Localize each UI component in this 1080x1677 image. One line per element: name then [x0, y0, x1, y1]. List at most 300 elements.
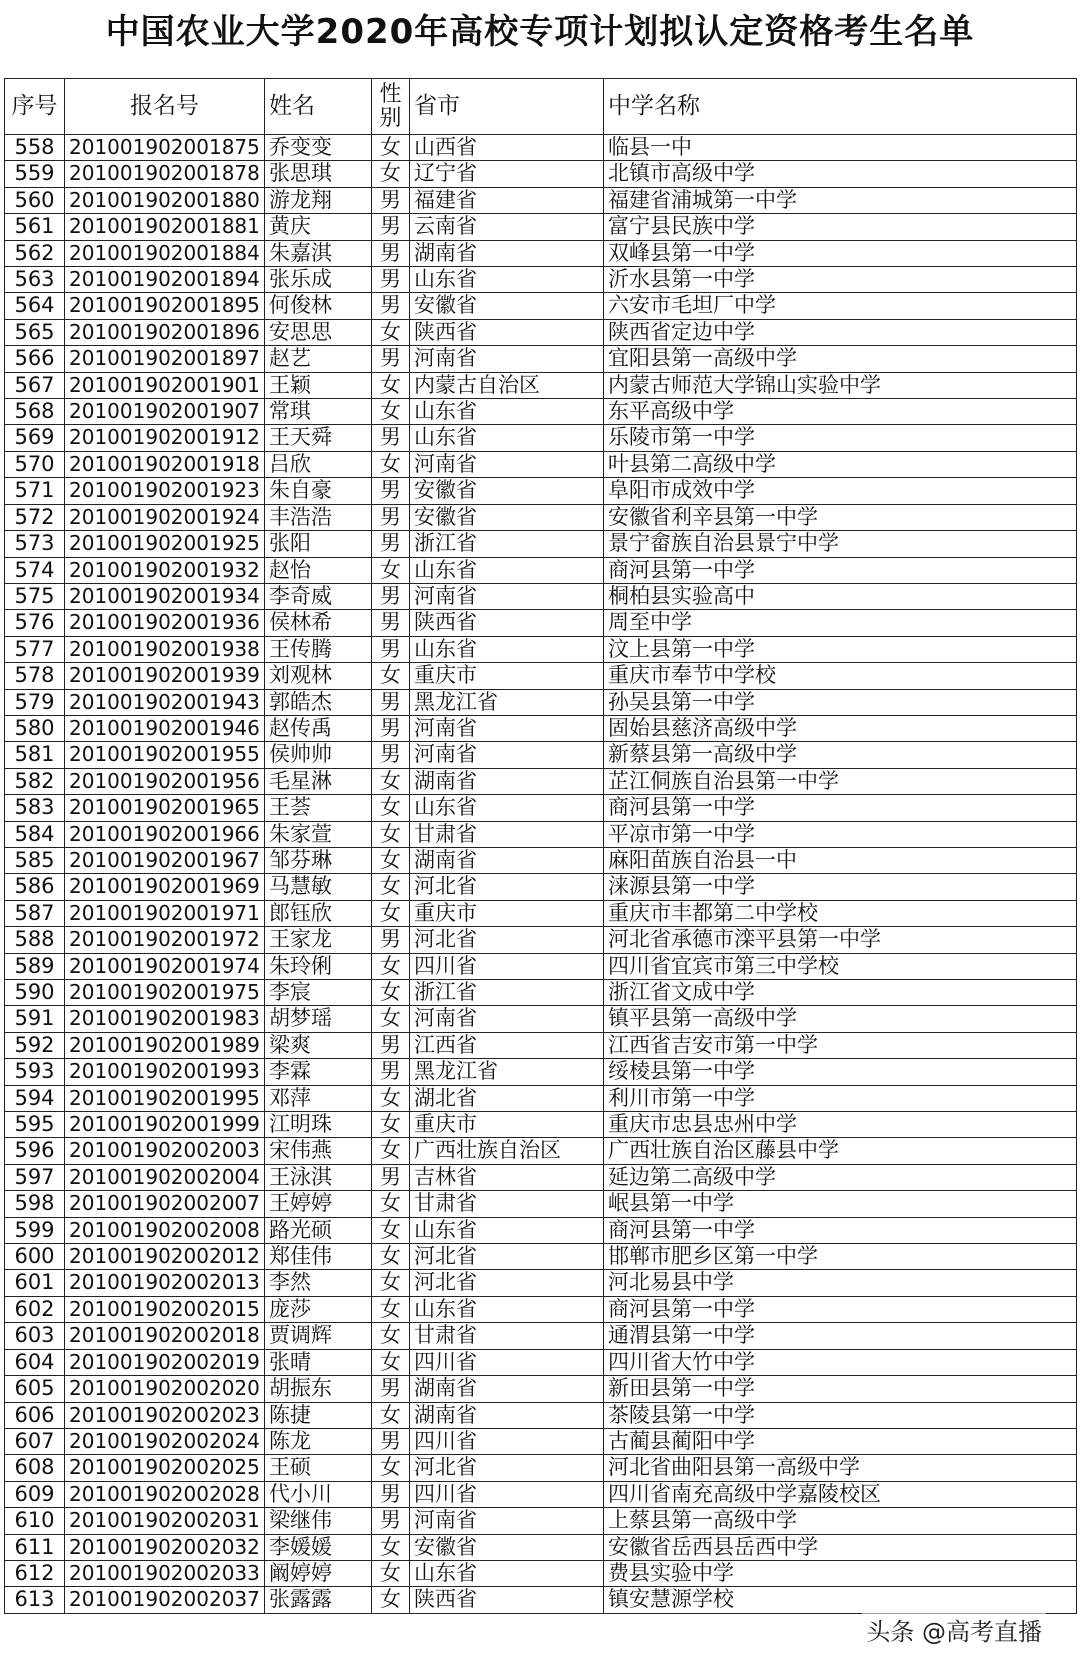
cell-school: 陕西省定边中学 — [604, 319, 1077, 345]
cell-province: 河北省 — [410, 874, 604, 900]
table-row — [5, 267, 1077, 293]
cell-registration-number: 201001902002007 — [65, 1191, 265, 1217]
cell-sex: 女 — [372, 1112, 410, 1138]
cell-name: 张阳 — [265, 531, 372, 557]
watermark: 头条 @高考直播 — [862, 1612, 1046, 1647]
cell-province: 山东省 — [410, 399, 604, 425]
cell-sex: 男 — [372, 1481, 410, 1507]
cell-registration-number: 201001902001971 — [65, 900, 265, 926]
cell-seq: 560 — [5, 187, 65, 213]
cell-school: 平凉市第一中学 — [604, 821, 1077, 847]
header-sex — [372, 79, 410, 135]
cell-sex: 男 — [372, 531, 410, 557]
cell-name: 刘观林 — [265, 663, 372, 689]
table-row — [5, 1481, 1077, 1507]
cell-name: 郑佳伟 — [265, 1244, 372, 1270]
cell-province: 重庆市 — [410, 900, 604, 926]
table-row — [5, 1112, 1077, 1138]
cell-name: 梁继伟 — [265, 1508, 372, 1534]
cell-seq: 572 — [5, 504, 65, 530]
table-row — [5, 1560, 1077, 1586]
table-row — [5, 1006, 1077, 1032]
cell-registration-number: 201001902001955 — [65, 742, 265, 768]
cell-school: 孙吴县第一中学 — [604, 689, 1077, 715]
cell-sex: 女 — [372, 1191, 410, 1217]
cell-province: 山东省 — [410, 636, 604, 662]
cell-name: 安思思 — [265, 319, 372, 345]
table-header-row — [5, 79, 1077, 135]
cell-name: 李霖 — [265, 1059, 372, 1085]
cell-registration-number: 201001902002020 — [65, 1376, 265, 1402]
table-row — [5, 240, 1077, 266]
cell-registration-number: 201001902001925 — [65, 531, 265, 557]
cell-registration-number: 201001902002037 — [65, 1587, 265, 1613]
cell-school: 新田县第一中学 — [604, 1376, 1077, 1402]
cell-school: 阜阳市成效中学 — [604, 478, 1077, 504]
cell-seq: 601 — [5, 1270, 65, 1296]
cell-school: 延边第二高级中学 — [604, 1164, 1077, 1190]
cell-seq: 613 — [5, 1587, 65, 1613]
cell-name: 庞莎 — [265, 1296, 372, 1322]
cell-province: 河南省 — [410, 715, 604, 741]
table-row — [5, 980, 1077, 1006]
cell-sex: 男 — [372, 927, 410, 953]
cell-registration-number: 201001902001966 — [65, 821, 265, 847]
cell-school: 涞源县第一中学 — [604, 874, 1077, 900]
cell-sex: 女 — [372, 1085, 410, 1111]
cell-school: 东平高级中学 — [604, 399, 1077, 425]
cell-province: 河南省 — [410, 1508, 604, 1534]
cell-sex: 男 — [372, 689, 410, 715]
table-row — [5, 742, 1077, 768]
cell-seq: 578 — [5, 663, 65, 689]
cell-school: 古蔺县蔺阳中学 — [604, 1428, 1077, 1454]
table-row — [5, 1191, 1077, 1217]
table-row — [5, 1508, 1077, 1534]
cell-registration-number: 201001902002033 — [65, 1560, 265, 1586]
cell-registration-number: 201001902002028 — [65, 1481, 265, 1507]
page-title: 中国农业大学2020年高校专项计划拟认定资格考生名单 — [105, 12, 975, 52]
cell-name: 邹芬琳 — [265, 847, 372, 873]
cell-name: 王天舜 — [265, 425, 372, 451]
cell-province: 河南省 — [410, 583, 604, 609]
cell-school: 景宁畲族自治县景宁中学 — [604, 531, 1077, 557]
cell-school: 新蔡县第一高级中学 — [604, 742, 1077, 768]
cell-registration-number: 201001902001965 — [65, 795, 265, 821]
cell-sex: 男 — [372, 610, 410, 636]
table-row — [5, 425, 1077, 451]
cell-province: 河北省 — [410, 927, 604, 953]
cell-school: 商河县第一中学 — [604, 1217, 1077, 1243]
cell-seq: 562 — [5, 240, 65, 266]
cell-sex: 男 — [372, 1059, 410, 1085]
cell-registration-number: 201001902001901 — [65, 372, 265, 398]
cell-registration-number: 201001902001946 — [65, 715, 265, 741]
cell-school: 商河县第一中学 — [604, 795, 1077, 821]
cell-seq: 558 — [5, 135, 65, 161]
cell-school: 北镇市高级中学 — [604, 161, 1077, 187]
cell-name: 陈龙 — [265, 1428, 372, 1454]
cell-sex: 男 — [372, 583, 410, 609]
cell-registration-number: 201001902001967 — [65, 847, 265, 873]
table-row — [5, 399, 1077, 425]
cell-name: 朱嘉淇 — [265, 240, 372, 266]
cell-registration-number: 201001902002004 — [65, 1164, 265, 1190]
cell-name: 朱玲俐 — [265, 953, 372, 979]
cell-name: 游龙翔 — [265, 187, 372, 213]
cell-school: 镇平县第一高级中学 — [604, 1006, 1077, 1032]
cell-sex: 女 — [372, 1138, 410, 1164]
cell-sex: 男 — [372, 346, 410, 372]
cell-school: 四川省大竹中学 — [604, 1349, 1077, 1375]
cell-registration-number: 201001902002032 — [65, 1534, 265, 1560]
cell-sex: 女 — [372, 663, 410, 689]
cell-seq: 576 — [5, 610, 65, 636]
cell-registration-number: 201001902002025 — [65, 1455, 265, 1481]
cell-province: 湖北省 — [410, 1085, 604, 1111]
cell-seq: 600 — [5, 1244, 65, 1270]
cell-seq: 571 — [5, 478, 65, 504]
cell-seq: 580 — [5, 715, 65, 741]
cell-seq: 559 — [5, 161, 65, 187]
cell-school: 麻阳苗族自治县一中 — [604, 847, 1077, 873]
cell-seq: 575 — [5, 583, 65, 609]
cell-registration-number: 201001902002003 — [65, 1138, 265, 1164]
cell-registration-number: 201001902001912 — [65, 425, 265, 451]
cell-school: 镇安慧源学校 — [604, 1587, 1077, 1613]
cell-sex: 男 — [372, 267, 410, 293]
cell-province: 河北省 — [410, 1244, 604, 1270]
table-row — [5, 1455, 1077, 1481]
cell-province: 内蒙古自治区 — [410, 372, 604, 398]
table-row — [5, 610, 1077, 636]
cell-name: 黄庆 — [265, 214, 372, 240]
cell-registration-number: 201001902001943 — [65, 689, 265, 715]
cell-seq: 561 — [5, 214, 65, 240]
table-row — [5, 372, 1077, 398]
cell-name: 胡振东 — [265, 1376, 372, 1402]
cell-name: 李宸 — [265, 980, 372, 1006]
cell-school: 邯郸市肥乡区第一中学 — [604, 1244, 1077, 1270]
cell-province: 安徽省 — [410, 1534, 604, 1560]
table-row — [5, 1534, 1077, 1560]
cell-seq: 604 — [5, 1349, 65, 1375]
cell-school: 六安市毛坦厂中学 — [604, 293, 1077, 319]
cell-name: 江明珠 — [265, 1112, 372, 1138]
table-row — [5, 161, 1077, 187]
cell-registration-number: 201001902001907 — [65, 399, 265, 425]
table-row — [5, 1376, 1077, 1402]
cell-name: 代小川 — [265, 1481, 372, 1507]
cell-school: 四川省南充高级中学嘉陵校区 — [604, 1481, 1077, 1507]
cell-name: 丰浩浩 — [265, 504, 372, 530]
cell-sex: 男 — [372, 715, 410, 741]
table-row — [5, 1270, 1077, 1296]
cell-name: 侯林希 — [265, 610, 372, 636]
cell-seq: 573 — [5, 531, 65, 557]
cell-sex: 男 — [372, 1376, 410, 1402]
cell-province: 安徽省 — [410, 504, 604, 530]
cell-name: 赵传禹 — [265, 715, 372, 741]
cell-province: 浙江省 — [410, 980, 604, 1006]
cell-seq: 608 — [5, 1455, 65, 1481]
cell-school: 乐陵市第一中学 — [604, 425, 1077, 451]
cell-sex: 女 — [372, 1349, 410, 1375]
table-row — [5, 1217, 1077, 1243]
cell-seq: 612 — [5, 1560, 65, 1586]
cell-province: 四川省 — [410, 1349, 604, 1375]
table-row — [5, 478, 1077, 504]
cell-school: 沂水县第一中学 — [604, 267, 1077, 293]
cell-school: 江西省吉安市第一中学 — [604, 1032, 1077, 1058]
cell-seq: 566 — [5, 346, 65, 372]
cell-school: 重庆市忠县忠州中学 — [604, 1112, 1077, 1138]
table-row — [5, 1587, 1077, 1613]
cell-sex: 女 — [372, 874, 410, 900]
table-row — [5, 1244, 1077, 1270]
cell-province: 山西省 — [410, 135, 604, 161]
cell-registration-number: 201001902002015 — [65, 1296, 265, 1322]
cell-seq: 584 — [5, 821, 65, 847]
cell-registration-number: 201001902001995 — [65, 1085, 265, 1111]
cell-name: 朱家萱 — [265, 821, 372, 847]
cell-school: 浙江省文成中学 — [604, 980, 1077, 1006]
table-row — [5, 451, 1077, 477]
table-row — [5, 768, 1077, 794]
table-row — [5, 531, 1077, 557]
cell-name: 马慧敏 — [265, 874, 372, 900]
cell-seq: 587 — [5, 900, 65, 926]
cell-sex: 男 — [372, 1508, 410, 1534]
cell-province: 山东省 — [410, 425, 604, 451]
cell-province: 四川省 — [410, 953, 604, 979]
cell-name: 郎钰欣 — [265, 900, 372, 926]
cell-sex: 女 — [372, 135, 410, 161]
cell-registration-number: 201001902001895 — [65, 293, 265, 319]
cell-sex: 男 — [372, 293, 410, 319]
table-row — [5, 821, 1077, 847]
cell-registration-number: 201001902001923 — [65, 478, 265, 504]
cell-name: 王泳淇 — [265, 1164, 372, 1190]
cell-sex: 男 — [372, 478, 410, 504]
cell-sex: 女 — [372, 1244, 410, 1270]
cell-seq: 570 — [5, 451, 65, 477]
cell-province: 甘肃省 — [410, 821, 604, 847]
cell-seq: 596 — [5, 1138, 65, 1164]
cell-school: 四川省宜宾市第三中学校 — [604, 953, 1077, 979]
cell-sex: 男 — [372, 1164, 410, 1190]
cell-province: 山东省 — [410, 1560, 604, 1586]
cell-name: 陈捷 — [265, 1402, 372, 1428]
cell-seq: 582 — [5, 768, 65, 794]
table-row — [5, 663, 1077, 689]
cell-sex: 男 — [372, 636, 410, 662]
table-row — [5, 1428, 1077, 1454]
cell-school: 广西壮族自治区藤县中学 — [604, 1138, 1077, 1164]
cell-school: 安徽省岳西县岳西中学 — [604, 1534, 1077, 1560]
cell-registration-number: 201001902001972 — [65, 927, 265, 953]
cell-name: 贾调辉 — [265, 1323, 372, 1349]
cell-name: 赵怡 — [265, 557, 372, 583]
cell-registration-number: 201001902001896 — [65, 319, 265, 345]
cell-seq: 563 — [5, 267, 65, 293]
cell-name: 侯帅帅 — [265, 742, 372, 768]
cell-seq: 589 — [5, 953, 65, 979]
table-row — [5, 187, 1077, 213]
table-row — [5, 900, 1077, 926]
cell-registration-number: 201001902001969 — [65, 874, 265, 900]
cell-province: 安徽省 — [410, 293, 604, 319]
table-row — [5, 1296, 1077, 1322]
cell-name: 梁爽 — [265, 1032, 372, 1058]
cell-school: 临县一中 — [604, 135, 1077, 161]
table-row — [5, 135, 1077, 161]
cell-province: 陕西省 — [410, 1587, 604, 1613]
cell-province: 山东省 — [410, 1296, 604, 1322]
cell-seq: 567 — [5, 372, 65, 398]
header-seq: 序号 — [5, 79, 65, 135]
table-row — [5, 847, 1077, 873]
cell-province: 甘肃省 — [410, 1323, 604, 1349]
cell-school: 固始县慈济高级中学 — [604, 715, 1077, 741]
cell-name: 朱自豪 — [265, 478, 372, 504]
cell-school: 河北省承德市滦平县第一中学 — [604, 927, 1077, 953]
cell-seq: 585 — [5, 847, 65, 873]
cell-province: 云南省 — [410, 214, 604, 240]
cell-school: 安徽省利辛县第一中学 — [604, 504, 1077, 530]
cell-seq: 602 — [5, 1296, 65, 1322]
table-row — [5, 874, 1077, 900]
cell-name: 王颖 — [265, 372, 372, 398]
table-row — [5, 715, 1077, 741]
cell-sex: 女 — [372, 953, 410, 979]
cell-registration-number: 201001902002023 — [65, 1402, 265, 1428]
candidate-table — [4, 78, 1077, 1614]
cell-sex: 女 — [372, 557, 410, 583]
cell-school: 河北省曲阳县第一高级中学 — [604, 1455, 1077, 1481]
cell-registration-number: 201001902002013 — [65, 1270, 265, 1296]
table-row — [5, 1032, 1077, 1058]
cell-seq: 603 — [5, 1323, 65, 1349]
cell-province: 河南省 — [410, 451, 604, 477]
cell-school: 重庆市丰都第二中学校 — [604, 900, 1077, 926]
cell-sex: 女 — [372, 980, 410, 1006]
cell-seq: 598 — [5, 1191, 65, 1217]
cell-name: 路光硕 — [265, 1217, 372, 1243]
table-row — [5, 346, 1077, 372]
cell-seq: 611 — [5, 1534, 65, 1560]
cell-province: 甘肃省 — [410, 1191, 604, 1217]
cell-school: 商河县第一中学 — [604, 557, 1077, 583]
cell-sex: 女 — [372, 1587, 410, 1613]
cell-sex: 女 — [372, 768, 410, 794]
cell-seq: 564 — [5, 293, 65, 319]
cell-province: 浙江省 — [410, 531, 604, 557]
cell-seq: 595 — [5, 1112, 65, 1138]
cell-province: 四川省 — [410, 1428, 604, 1454]
table-row — [5, 1164, 1077, 1190]
cell-school: 绥棱县第一中学 — [604, 1059, 1077, 1085]
cell-name: 张露露 — [265, 1587, 372, 1613]
cell-school: 内蒙古师范大学锦山实验中学 — [604, 372, 1077, 398]
cell-school: 福建省浦城第一中学 — [604, 187, 1077, 213]
table-row — [5, 1349, 1077, 1375]
cell-registration-number: 201001902001924 — [65, 504, 265, 530]
cell-registration-number: 201001902001932 — [65, 557, 265, 583]
header-registration-number: 报名号 — [65, 79, 265, 135]
cell-sex: 女 — [372, 319, 410, 345]
cell-name: 宋伟燕 — [265, 1138, 372, 1164]
cell-sex: 女 — [372, 1323, 410, 1349]
cell-registration-number: 201001902001956 — [65, 768, 265, 794]
header-province: 省市 — [410, 79, 604, 135]
cell-province: 重庆市 — [410, 1112, 604, 1138]
cell-registration-number: 201001902001934 — [65, 583, 265, 609]
cell-school: 重庆市奉节中学校 — [604, 663, 1077, 689]
cell-province: 江西省 — [410, 1032, 604, 1058]
cell-province: 湖南省 — [410, 847, 604, 873]
cell-name: 阚婷婷 — [265, 1560, 372, 1586]
cell-registration-number: 201001902001938 — [65, 636, 265, 662]
cell-seq: 593 — [5, 1059, 65, 1085]
cell-school: 宜阳县第一高级中学 — [604, 346, 1077, 372]
cell-school: 利川市第一中学 — [604, 1085, 1077, 1111]
cell-school: 桐柏县实验高中 — [604, 583, 1077, 609]
table-row — [5, 319, 1077, 345]
cell-registration-number: 201001902001875 — [65, 135, 265, 161]
cell-seq: 568 — [5, 399, 65, 425]
cell-sex: 女 — [372, 1270, 410, 1296]
cell-sex: 男 — [372, 504, 410, 530]
table-row — [5, 214, 1077, 240]
cell-seq: 599 — [5, 1217, 65, 1243]
cell-province: 福建省 — [410, 187, 604, 213]
cell-school: 叶县第二高级中学 — [604, 451, 1077, 477]
cell-sex: 男 — [372, 214, 410, 240]
cell-seq: 605 — [5, 1376, 65, 1402]
cell-seq: 581 — [5, 742, 65, 768]
cell-sex: 女 — [372, 1560, 410, 1586]
cell-sex: 男 — [372, 425, 410, 451]
cell-registration-number: 201001902002018 — [65, 1323, 265, 1349]
cell-registration-number: 201001902002008 — [65, 1217, 265, 1243]
cell-sex: 女 — [372, 372, 410, 398]
cell-sex: 女 — [372, 1217, 410, 1243]
table-row — [5, 636, 1077, 662]
cell-school: 河北易县中学 — [604, 1270, 1077, 1296]
cell-name: 李奇威 — [265, 583, 372, 609]
cell-registration-number: 201001902001975 — [65, 980, 265, 1006]
cell-seq: 579 — [5, 689, 65, 715]
cell-sex: 女 — [372, 821, 410, 847]
cell-seq: 609 — [5, 1481, 65, 1507]
cell-province: 山东省 — [410, 557, 604, 583]
cell-sex: 女 — [372, 1006, 410, 1032]
cell-province: 广西壮族自治区 — [410, 1138, 604, 1164]
cell-registration-number: 201001902002031 — [65, 1508, 265, 1534]
table-row — [5, 953, 1077, 979]
cell-province: 湖南省 — [410, 1376, 604, 1402]
cell-registration-number: 201001902002019 — [65, 1349, 265, 1375]
cell-seq: 574 — [5, 557, 65, 583]
cell-registration-number: 201001902001999 — [65, 1112, 265, 1138]
cell-province: 陕西省 — [410, 319, 604, 345]
cell-registration-number: 201001902001878 — [65, 161, 265, 187]
cell-registration-number: 201001902002024 — [65, 1428, 265, 1454]
cell-registration-number: 201001902001881 — [65, 214, 265, 240]
cell-name: 胡梦瑶 — [265, 1006, 372, 1032]
cell-sex: 女 — [372, 399, 410, 425]
